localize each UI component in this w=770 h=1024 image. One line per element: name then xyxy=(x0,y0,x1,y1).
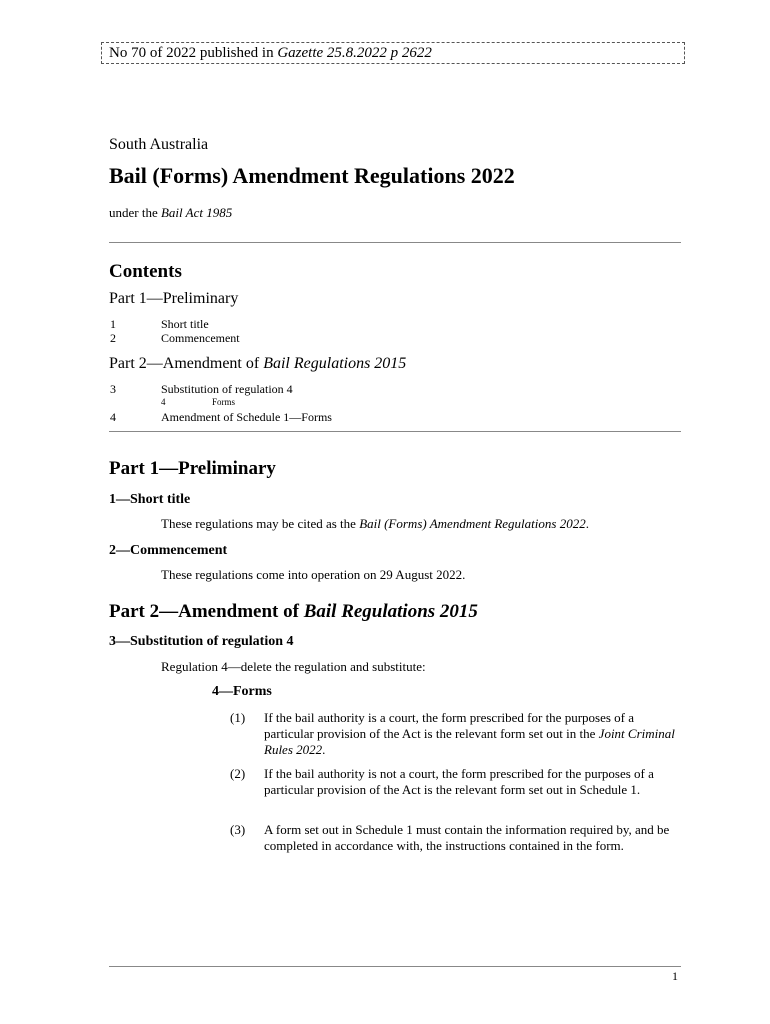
toc-subitem-forms[interactable]: Forms xyxy=(212,397,236,407)
toc-part-2-italic: Bail Regulations 2015 xyxy=(263,355,407,372)
subregulation-3-text: A form set out in Schedule 1 must contain the information required by, and be completed in accordance with, the instructions contained in the form. xyxy=(264,822,670,853)
section-2-text: These regulations come into operation on 29 August 2022. xyxy=(161,567,466,582)
toc-item-short-title[interactable]: Short title xyxy=(161,317,209,331)
enabling-act xyxy=(109,205,232,221)
toc-item-commencement[interactable]: Commencement xyxy=(161,331,240,345)
subregulation-3-number: (3) xyxy=(230,822,246,837)
part-2-italic: Bail Regulations 2015 xyxy=(303,601,478,622)
toc-part-2[interactable] xyxy=(109,355,406,373)
subregulation-1-body: If the bail authority is a court, the form prescribed for the purposes of a particular provision of the Act is the relevant form set out in the xyxy=(264,710,635,741)
toc-part-2-prefix: Part 2—Amendment of xyxy=(109,355,264,372)
toc-item-number: 1 xyxy=(110,317,116,331)
contents-heading: Contents xyxy=(109,261,182,282)
subregulation-2-number: (2) xyxy=(230,766,246,781)
jurisdiction: South Australia xyxy=(109,136,209,153)
section-3-heading: 3—Substitution of regulation 4 xyxy=(109,634,294,649)
page-number: 1 xyxy=(672,969,678,983)
enabling-act-prefix: under the xyxy=(109,205,161,220)
toc-subitem-number: 4 xyxy=(161,397,166,407)
divider xyxy=(109,242,681,243)
part-2-prefix: Part 2—Amendment of xyxy=(109,601,304,622)
joint-criminal-rules: Joint Criminal Rules 2022 xyxy=(264,726,675,757)
divider xyxy=(109,431,681,432)
publication-notice xyxy=(101,42,685,64)
subregulation-1-suffix: . xyxy=(322,742,326,757)
document-title: Bail (Forms) Amendment Regulations 2022 xyxy=(109,163,515,188)
toc-item-number: 3 xyxy=(110,382,116,396)
section-1-prefix: These regulations may be cited as the xyxy=(161,516,360,531)
section-2-heading: 2—Commencement xyxy=(109,543,228,558)
part-2-heading xyxy=(109,601,478,623)
publication-prefix: No 70 of 2022 published in xyxy=(109,45,278,61)
regulation-4-heading: 4—Forms xyxy=(212,684,272,699)
gazette-reference: Gazette 25.8.2022 p 2622 xyxy=(277,45,432,61)
subregulation-1-number: (1) xyxy=(230,710,246,725)
footer-divider xyxy=(109,966,681,967)
citation-title: Bail (Forms) Amendment Regulations 2022 xyxy=(359,516,586,531)
section-1-suffix: . xyxy=(585,516,589,531)
toc-item-substitution[interactable]: Substitution of regulation 4 xyxy=(161,382,293,396)
subregulation-1-text xyxy=(264,710,684,758)
subregulation-2-text: If the bail authority is not a court, the form prescribed for the purposes of a particular provision of the Act is the relevant form set out in Schedule 1. xyxy=(264,766,654,797)
section-1-text xyxy=(161,516,589,532)
toc-item-number: 2 xyxy=(110,331,116,345)
part-1-heading: Part 1—Preliminary xyxy=(109,458,276,479)
toc-item-schedule-amendment[interactable]: Amendment of Schedule 1—Forms xyxy=(161,410,332,424)
section-3-text: Regulation 4—delete the regulation and substitute: xyxy=(161,659,426,674)
section-1-heading: 1—Short title xyxy=(109,492,191,507)
enabling-act-name: Bail Act 1985 xyxy=(160,205,233,220)
toc-item-number: 4 xyxy=(110,410,116,424)
toc-part-1[interactable]: Part 1—Preliminary xyxy=(109,290,239,307)
